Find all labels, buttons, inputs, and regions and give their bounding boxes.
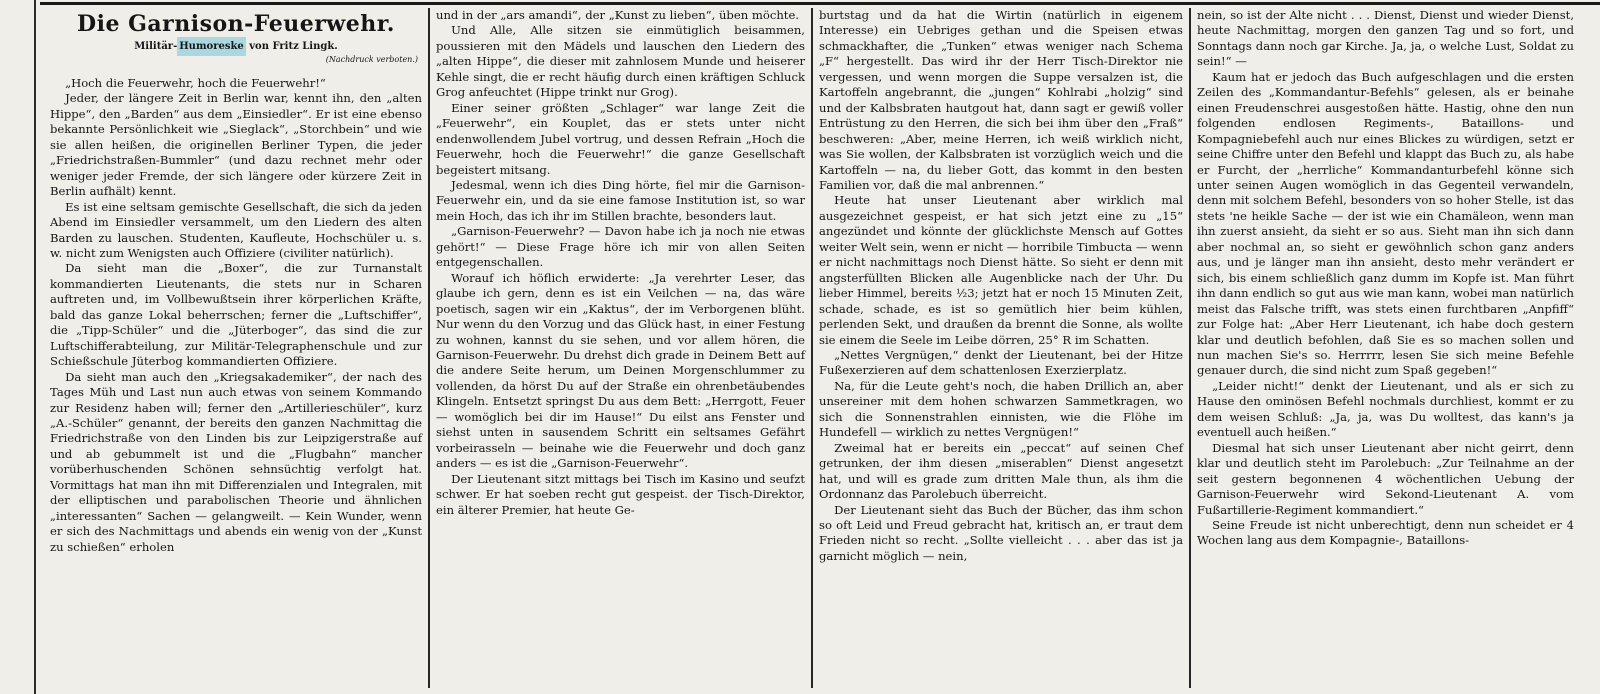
paragraph: Diesmal hat sich unser Lieutenant aber nicht geirrt, denn klar und deutlich steht im Parolebuch: „Zur Teilnahme an der seit gestern begonnenen 4 wöchentlichen Uebung der Garnison-Feuerwehr wird Sekond-Lieutenant A. vom Fußartillerie-Regiment kommandiert.“: [1197, 440, 1574, 517]
column-4: [1189, 8, 1580, 688]
paragraph: Da sieht man auch den „Kriegsakademiker“, der nach des Tages Müh und Last nun auch etwas von seinem Kommando zur Residenz haben will; ferner den „Artillerieschüler“, kurz „A.-Schüler“ genannt, der bereits den ganzen Nachmittag die Friedrichstraße von den Linden bis zur Leipzigerstraße auf und ab gebummelt ist und die „Flugbahn“ mancher vorüberhuschenden Schönen sehnsüchtig verfolgt hat. Vormittags hat man ihn mit Differenzialen und Integralen, mit der elliptischen und parabolischen Theorie und ähnlichen „interessanten“ Sachen — gelangweilt. — Kein Wunder, wenn er sich des Nachmittags und abends ein wenig von der „Kunst zu schießen“ erholen: [50, 369, 422, 554]
column-1-body: [50, 76, 422, 555]
paragraph: und in der „ars amandi“, der „Kunst zu lieben“, üben möchte.: [436, 8, 799, 22]
paragraph: Na, für die Leute geht's noch, die haben Drillich an, aber unsereiner mit dem hohen schwarzen Sammetkragen, wo sich die Sonnenstrahlen einnisten, wie die Flöhe im Hundefell — wirklich zu nettes Vergnügen!“: [819, 378, 1183, 440]
paragraph: „Garnison-Feuerwehr? — Davon habe ich ja noch nie etwas gehört!“ — Diese Frage höre ich mir von allen Seiten entgegenschallen.: [436, 224, 805, 270]
paragraph: Da sieht man die „Boxer“, die zur Turnanstalt kommandierten Lieutenants, die stets nur in Scharen auftreten und, im Vollbewußtsein ihrer körperlichen Kräfte, bald das ganze Lokal beherrschen; ferner die „Luftschiffer“, die „Tipp-Schüler“ und die „Jüterboger“, das sind die zur Luftschifferabteilung, zur Militär-Telegraphenschule und zur Schießschule Jüterbog kommandierten Offiziere.: [50, 261, 422, 369]
paragraph: Der Lieutenant sitzt mittags bei Tisch im Kasino und seufzt schwer. Er hat soeben recht gut gespeist. der Tisch-Direktor, ein älterer Premier, hat heute Ge-: [436, 471, 805, 517]
column-3-body: [819, 8, 1183, 564]
paragraph: Es ist eine seltsam gemischte Gesellschaft, die sich da jeden Abend im Einsiedler versammelt, um den Liedern des alten Barden zu lauschen. Studenten, Kaufleute, Hochschüler u. s. w. nicht zum Wenigsten auch Offiziere (civiliter natürlich).: [50, 199, 422, 260]
paragraph: Jedesmal, wenn ich dies Ding hörte, fiel mir die Garnison-Feuerwehr ein, und da sie eine famose Institution ist, so war mein Hoch, das ich ihr im Stillen brachte, besonders laut.: [436, 177, 805, 223]
left-rule: [34, 0, 36, 694]
article-title: Die Garnison-Feuerwehr.: [77, 11, 395, 37]
paragraph: Kaum hat er jedoch das Buch aufgeschlagen und die ersten Zeilen des „Kommandantur-Befehls“ gelesen, als er beinahe einen Freudenschrei ausgestoßen hätte. Hastig, ohne den nun folgenden endlosen Regiments-, Bataillons- und Kompagniebefehl auch nur eines Blickes zu würdigen, setzt er seine Chiffre unter den Befehl und klappt das Buch zu, als habe er Furcht, der „herrliche“ Kommandanturbefehl könne sich unter seinen Augen womöglich in das Gegenteil verwandeln, denn mit solchem Befehl, besonders von so hoher Stelle, ist das stets 'ne heikle Sache — der ist wie ein Chamäleon, wenn man ihn zuerst ansieht, da sieht er so aus. Sieht man ihn sich dann aber nochmal an, so sieht er gewöhnlich schon ganz anders aus, und je länger man ihn ansieht, desto mehr verändert er sich, bis einem schließlich ganz dumm im Kopfe ist. Man führt ihn dann endlich so gut aus wie man kann, wobei man natürlich meist das Falsche trifft, was stets einen furchtbaren „Anpfiff“ zur Folge hat: „Aber Herr Lieutenant, ich habe doch gestern klar und deutlich befohlen, daß Sie es so machen sollen und nun machen Sie's so. Herrrrr, lesen Sie sich meine Befehle genauer durch, die sind nicht zum Spaß gegeben!“: [1197, 69, 1574, 378]
paragraph: Jeder, der längere Zeit in Berlin war, kennt ihn, den „alten Hippe“, den „Barden“ aus dem „Einsiedler“. Er ist eine ebenso bekannte Persönlichkeit wie „Sieglack“, „Storchbein“ und wie sie allen heißen, die originellen Berliner Typen, die jeder „Friedrichstraßen-Bummler“ (und dazu rechnet mehr oder weniger jeder Fremde, der sich längere oder kürzere Zeit in Berlin aufhält) kennt.: [50, 91, 422, 199]
top-rule: [40, 2, 1600, 5]
byline-prefix: Militär-: [134, 41, 178, 52]
byline-highlight: Humoreske: [177, 37, 246, 56]
column-2: [428, 8, 811, 688]
paragraph: Heute hat unser Lieutenant aber wirklich mal ausgezeichnet gespeist, er hat sich jetzt eine zu „15“ angezündet und könnte der glücklichste Mensch auf Gottes weiter Welt sein, wenn er nicht — horribile Timbucta — wenn er nicht nachmittags noch Dienst hätte. So sieht er denn mit angsterfüllten Blicken alle Augenblicke nach der Uhr. Du lieber Himmel, bereits ½3; jetzt hat er noch 15 Minuten Zeit, schade, schade, es ist so gemütlich hier beim kühlen, perlenden Sekt, und draußen da brennt die Sonne, als wollte sie einem die Seele im Leibe dörren, 25° R im Schatten.: [819, 193, 1183, 347]
paragraph: Zweimal hat er bereits ein „peccat“ auf seinen Chef getrunken, der ihm diesen „miserablen“ Dienst angesetzt hat, und will es grade zum dritten Male thun, als ihm die Ordonnanz das Parolebuch überreicht.: [819, 440, 1183, 502]
paragraph: Und Alle, Alle sitzen sie einmütiglich beisammen, poussieren mit den Mädels und lauschen den Liedern des „alten Hippe“, die dieser mit zahnlosem Munde und heiserer Kehle singt, die er recht häufig durch einen kräftigen Schluck Grog anfeuchtet (Hippe trinkt nur Grog).: [436, 23, 805, 100]
paragraph: Worauf ich höflich erwiderte: „Ja verehrter Leser, das glaube ich gern, denn es ist ein Veilchen — na, das wäre poetisch, sagen wir ein „Kaktus“, der im Verborgenen blüht. Nur wenn du den Vorzug und das Glück hast, in einer Festung zu wohnen, kannst du sie sehen, und vor allem hören, die Garnison-Feuerwehr. Du drehst dich grade in Deinem Bett auf die andere Seite herum, um Deinen Morgenschlummer zu vollenden, da hörst Du auf der Straße ein ohrenbetäubendes Klingeln. Entsetzt springst Du aus dem Bett: „Herrgott, Feuer — womöglich bei dir im Hause!“ Du eilst ans Fenster und siehst unten in sausendem Schritt ein seltsames Gefährt vorbeirasseln — beinahe wie die Feuerwehr und doch ganz anders — es ist die „Garnison-Feuerwehr“.: [436, 270, 805, 471]
paragraph: burtstag und da hat die Wirtin (natürlich in eigenem Interesse) ein Uebriges gethan und die Speisen etwas schmackhafter, die „Tunken“ etwas weniger nach Schema „F“ hergestellt. Das wird ihr der Herr Tisch-Direktor nie vergessen, und wenn morgen die Suppe versalzen ist, die Kartoffeln angebrannt, die „jungen“ Kohlrabi „holzig“ sind und der Kalbsbraten hautgout hat, dann sagt er gewiß voller Entrüstung zu den Herren, die sich bei ihm über den „Fraß“ beschweren: „Aber, meine Herren, ich weiß wirklich nicht, was Sie wollen, der Kalbsbraten ist vorzüglich weich und die Kartoffeln — na, du lieber Gott, das kommt in den besten Familien vor, daß die mal anbrennen.“: [819, 8, 1183, 192]
paragraph: Der Lieutenant sieht das Buch der Bücher, das ihm schon so oft Leid und Freud gebracht hat, kritisch an, er traut dem Frieden nicht so recht. „Sollte vielleicht . . . aber das ist ja garnicht möglich — nein,: [819, 502, 1183, 563]
paragraph: nein, so ist der Alte nicht . . . Dienst, Dienst und wieder Dienst, heute Nachmittag, morgen den ganzen Tag und so fort, und Sonntags dann noch gar Kirche. Ja, ja, o welche Lust, Soldat zu sein!“ —: [1197, 8, 1574, 69]
column-1: [44, 8, 428, 688]
paragraph: „Hoch die Feuerwehr, hoch die Feuerwehr!“: [65, 76, 326, 90]
article-byline: [50, 40, 422, 54]
byline-author: von Fritz Lingk.: [245, 41, 338, 52]
article-columns: [44, 8, 1592, 688]
paragraph: „Nettes Vergnügen,“ denkt der Lieutenant, bei der Hitze Fußexerzieren auf dem schattenlosen Exerzierplatz.: [819, 347, 1183, 378]
column-4-body: [1197, 8, 1574, 549]
paragraph: „Leider nicht!“ denkt der Lieutenant, und als er sich zu Hause den ominösen Befehl nochmals durchliest, kommt er zu dem weisen Schluß: „Ja, ja, was Du wolltest, das kann's ja eventuell auch heißen.“: [1197, 378, 1574, 440]
paragraph: Einer seiner größten „Schlager“ war lange Zeit die „Feuerwehr“, ein Kouplet, das er stets unter nicht endenwollendem Jubel vortrug, und dessen Refrain „Hoch die Feuerwehr, hoch die Feuerwehr!“ die ganze Gesellschaft begeistert mitsang.: [436, 100, 805, 177]
paragraph: Seine Freude ist nicht unberechtigt, denn nun scheidet er 4 Wochen lang aus dem Kompagnie-, Bataillons-: [1197, 517, 1574, 548]
reprint-notice: (Nachdruck verboten.): [325, 55, 418, 64]
column-3: [811, 8, 1189, 688]
column-2-body: [436, 8, 805, 518]
